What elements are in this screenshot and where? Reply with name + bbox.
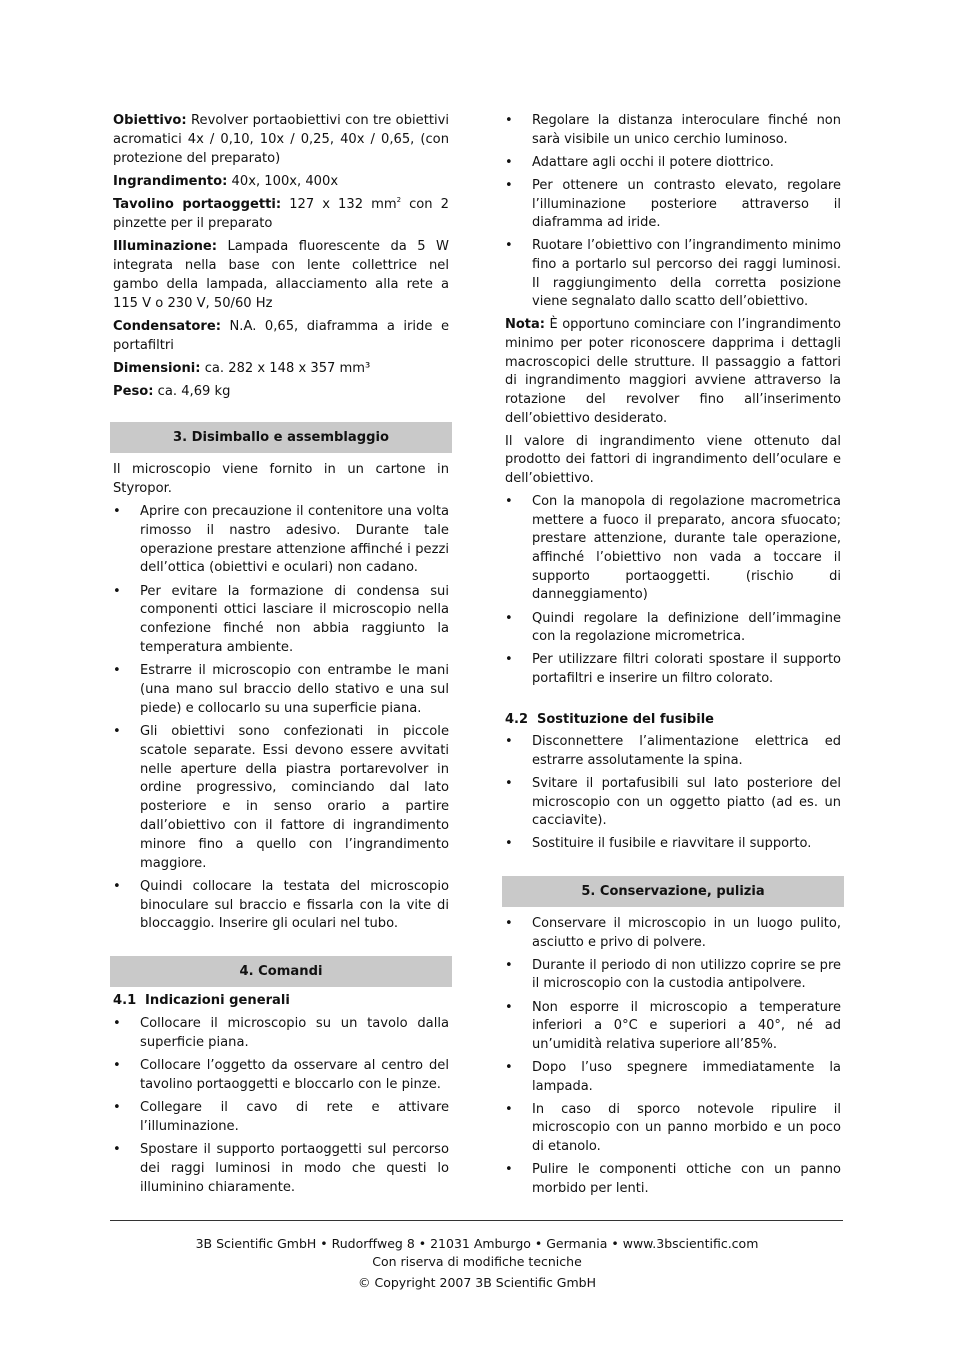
bullet-icon: • bbox=[113, 724, 121, 740]
list-item-text: Non esporre il microscopio a temperature inferiori a 0°C e superiori a 40°, né ad un’umidità relativa superiore all’85%. bbox=[532, 999, 841, 1052]
list-item bbox=[505, 154, 841, 173]
bullet-icon: • bbox=[505, 836, 513, 852]
section-5-list bbox=[505, 915, 841, 1198]
list-item bbox=[505, 177, 841, 233]
spec-objective bbox=[113, 112, 449, 168]
bullet-icon: • bbox=[505, 1101, 513, 1117]
list-item-text: Collocare il microscopio su un tavolo dalla superficie piana. bbox=[140, 1015, 449, 1050]
list-item-text: Regolare la distanza interoculare finché non sarà visibile un unico cerchio luminoso. bbox=[532, 113, 841, 147]
list-item-text: Collegare il cavo di rete e attivare l’illuminazione. bbox=[140, 1100, 449, 1134]
spec-condenser bbox=[113, 318, 449, 356]
spec-superscript: 2 bbox=[396, 196, 402, 205]
list-item bbox=[505, 915, 841, 952]
list-item bbox=[505, 835, 841, 854]
list-item-text: Quindi collocare la testata del microscopio binoculare sul braccio e fissarla con la vite di bloccaggio. Inserire gli oculari nel tubo. bbox=[140, 878, 449, 932]
list-item bbox=[113, 1141, 449, 1197]
list-item-text: Adattare agli occhi il potere diottrico. bbox=[532, 154, 774, 170]
section-4-heading: 4. Comandi bbox=[110, 956, 452, 987]
spec-stage bbox=[113, 196, 449, 234]
spec-label: Tavolino portaoggetti: bbox=[113, 197, 282, 213]
footer-disclaimer: Con riserva di modifiche tecniche bbox=[372, 1254, 582, 1269]
list-item-text: Svitare il portafusibili sul lato posteriore del microscopio con un oggetto piatto (ad es. un cacciavite). bbox=[532, 776, 841, 829]
footer-address: 3B Scientific GmbH • Rudorffweg 8 • 21031 Amburgo • Germania • www.3bscientific.com bbox=[195, 1236, 759, 1251]
bullet-icon: • bbox=[505, 1060, 513, 1076]
spec-label: Peso: bbox=[113, 384, 154, 400]
list-item bbox=[505, 493, 841, 605]
subsection-number: 4.1 bbox=[113, 993, 137, 1009]
spec-text: 40x, 100x, 400x bbox=[227, 173, 339, 189]
list-item bbox=[505, 112, 841, 149]
bullet-icon: • bbox=[505, 652, 513, 668]
footer-divider bbox=[110, 1220, 843, 1221]
list-item bbox=[505, 775, 841, 831]
list-item bbox=[505, 651, 841, 688]
list-item-text: Collocare l’oggetto da osservare al centro del tavolino portaoggetti e bloccarlo con le pinze. bbox=[140, 1058, 449, 1092]
bullet-icon: • bbox=[505, 999, 513, 1015]
bullet-icon: • bbox=[505, 494, 513, 510]
list-item-text: In caso di sporco notevole ripulire il microscopio con un panno morbido e un poco di etanolo. bbox=[532, 1101, 841, 1155]
list-item bbox=[505, 733, 841, 770]
bullet-icon: • bbox=[113, 583, 121, 599]
spec-label: Dimensioni: bbox=[113, 360, 201, 376]
subsection-title: Indicazioni generali bbox=[145, 993, 290, 1009]
spec-text: Revolver portaobiettivi con tre obiettivi acromatici 4x / 0,10, 10x / 0,25, 40x / 0,65, (con protezione del preparato) bbox=[113, 113, 449, 166]
bullet-icon: • bbox=[505, 113, 513, 128]
bullet-icon: • bbox=[505, 776, 513, 791]
bullet-icon: • bbox=[505, 238, 513, 254]
list-item bbox=[113, 878, 449, 934]
subsection-4-2-heading bbox=[505, 711, 841, 730]
section-4-1-list bbox=[113, 1015, 449, 1198]
bullet-icon: • bbox=[113, 504, 121, 519]
list-item-text: Quindi regolare la definizione dell’immagine con la regolazione micrometrica. bbox=[532, 610, 841, 645]
spec-text: ca. 282 x 148 x 357 mm³ bbox=[200, 360, 371, 376]
spec-magnification bbox=[113, 173, 449, 192]
list-item-text: Ruotare l’obiettivo con l’ingrandimento minimo fino a portarlo sul percorso dei raggi luminosi. Il raggiungimento della corretta posizione viene segnalato dallo scatto dell’obiettivo. bbox=[532, 238, 841, 310]
bullet-icon: • bbox=[113, 1015, 121, 1031]
note-text: È opportuno cominciare con l’ingrandimento minimo per poter riconoscere dapprima i dettagli macroscopici delle strutture. Il passaggio a fattori di ingrandimento maggiori avviene attraverso la rotazione del revolver fino all’inserimento dell’obiettivo desiderato. bbox=[505, 317, 841, 426]
spec-text: Lampada fluorescente da 5 W integrata nella base con lente collettrice nel gambo della lampada, allacciamento alla rete a 115 V o 230 V, 50/60 Hz bbox=[113, 239, 449, 311]
list-item bbox=[505, 1101, 841, 1157]
list-item-text: Estrarre il microscopio con entrambe le mani (una mano sul braccio dello stativo e una sul piede) e collocarlo su una superficie piana. bbox=[140, 663, 449, 716]
list-item bbox=[113, 723, 449, 873]
list-item bbox=[113, 1057, 449, 1095]
bullet-icon: • bbox=[113, 878, 121, 894]
list-item-text: Durante il periodo di non utilizzo coprire se pre il microscopio con la custodia antipolvere. bbox=[532, 957, 841, 992]
list-item-text: Sostituire il fusibile e riavvitare il supporto. bbox=[532, 836, 812, 852]
spec-dimensions bbox=[113, 360, 449, 379]
bullet-icon: • bbox=[113, 1100, 121, 1116]
section-3-heading: 3. Disimballo e assemblaggio bbox=[110, 422, 452, 453]
note-paragraph bbox=[505, 316, 841, 428]
bullet-icon: • bbox=[505, 1162, 513, 1178]
spec-illumination bbox=[113, 238, 449, 313]
list-item bbox=[505, 237, 841, 312]
magnification-paragraph: Il valore di ingrandimento viene ottenuto dal prodotto dei fattori di ingrandimento dell’oculare e dell’obiettivo. bbox=[505, 433, 841, 487]
list-item-text: Con la manopola di regolazione macrometrica mettere a fuoco il preparato, ancora sfuocato; prestare attenzione, durante tale operazione, affinché l’obiettivo non vada a toccare il supporto portaoggetti. (rischio di danneggiamento) bbox=[532, 494, 841, 603]
bullet-icon: • bbox=[113, 1142, 121, 1158]
subsection-title: Sostituzione del fusibile bbox=[537, 711, 714, 727]
list-item-text: Disconnettere l’alimentazione elettrica ed estrarre assolutamente la spina. bbox=[532, 734, 841, 768]
spec-label: Ingrandimento: bbox=[113, 173, 228, 189]
bullet-icon: • bbox=[505, 177, 513, 193]
spec-label: Illuminazione: bbox=[113, 239, 218, 255]
spec-weight bbox=[113, 383, 449, 402]
footer-copyright: © Copyright 2007 3B Scientific GmbH bbox=[358, 1275, 596, 1290]
list-item bbox=[113, 1099, 449, 1137]
section-5-heading: 5. Conservazione, pulizia bbox=[502, 876, 844, 907]
list-item bbox=[505, 1161, 841, 1198]
spec-label: Obiettivo: bbox=[113, 113, 187, 128]
right-column bbox=[505, 112, 841, 1203]
list-item bbox=[113, 662, 449, 718]
procedure-list-b bbox=[505, 493, 841, 688]
fuse-list bbox=[505, 733, 841, 854]
subsection-4-1-heading bbox=[113, 992, 449, 1011]
spec-text: 127 x 132 mm bbox=[281, 197, 397, 213]
list-item-text: Per utilizzare filtri colorati spostare il supporto portafiltri e inserire un filtro colorato. bbox=[532, 652, 841, 686]
list-item-text: Per ottenere un contrasto elevato, regolare l’illuminazione posteriore attraverso il diaframma ad iride. bbox=[532, 177, 841, 231]
spec-label: Condensatore: bbox=[113, 318, 221, 334]
list-item-text: Conservare il microscopio in un luogo pulito, asciutto e privo di polvere. bbox=[532, 916, 841, 950]
list-item-text: Gli obiettivi sono confezionati in piccole scatole separate. Essi devono essere avvitati nelle aperture della piastra portarevolver in ordine progressivo, cominciando dal lato posteriore e in senso orario a partire dall’obiettivo con il fattore di ingrandimento minore fino a quello con l’ingrandimento maggiore. bbox=[140, 724, 449, 871]
spec-text: ca. 4,69 kg bbox=[153, 384, 231, 400]
bullet-icon: • bbox=[113, 663, 121, 679]
list-item bbox=[505, 1059, 841, 1096]
list-item bbox=[505, 957, 841, 994]
list-item-text: Per evitare la formazione di condensa sui componenti ottici lasciare il microscopio nella confezione finché non abbia raggiunto la temperatura ambiente. bbox=[140, 583, 449, 655]
bullet-icon: • bbox=[505, 610, 513, 626]
section-3-list bbox=[113, 503, 449, 934]
note-label: Nota: bbox=[505, 317, 545, 333]
section-3-intro: Il microscopio viene fornito in un cartone in Styropor. bbox=[113, 461, 449, 496]
list-item bbox=[113, 583, 449, 658]
subsection-number: 4.2 bbox=[505, 711, 529, 727]
list-item bbox=[505, 999, 841, 1055]
list-item bbox=[505, 610, 841, 647]
bullet-icon: • bbox=[505, 734, 513, 750]
list-item-text: Pulire le componenti ottiche con un panno morbido per lenti. bbox=[532, 1162, 841, 1196]
bullet-icon: • bbox=[505, 957, 513, 973]
procedure-list-a bbox=[505, 112, 841, 312]
left-column bbox=[113, 112, 449, 1202]
list-item bbox=[113, 1015, 449, 1053]
spec-text: N.A. 0,65, diaframma a iride e portafiltri bbox=[113, 318, 449, 353]
bullet-icon: • bbox=[113, 1058, 121, 1074]
bullet-icon: • bbox=[505, 916, 513, 932]
list-item bbox=[113, 503, 449, 578]
list-item-text: Aprire con precauzione il contenitore una volta rimosso il nastro adesivo. Durante tale operazione prestare attenzione affinché i pezzi dell’ottica (obiettivi e oculari) non cadano. bbox=[140, 504, 449, 576]
list-item-text: Dopo l’uso spegnere immediatamente la lampada. bbox=[532, 1060, 841, 1094]
spec-text-cont: con 2 pinzette per il preparato bbox=[113, 197, 449, 231]
list-item-text: Spostare il supporto portaoggetti sul percorso dei raggi luminosi in modo che questi lo illuminino chiaramente. bbox=[140, 1142, 449, 1195]
bullet-icon: • bbox=[505, 154, 513, 170]
